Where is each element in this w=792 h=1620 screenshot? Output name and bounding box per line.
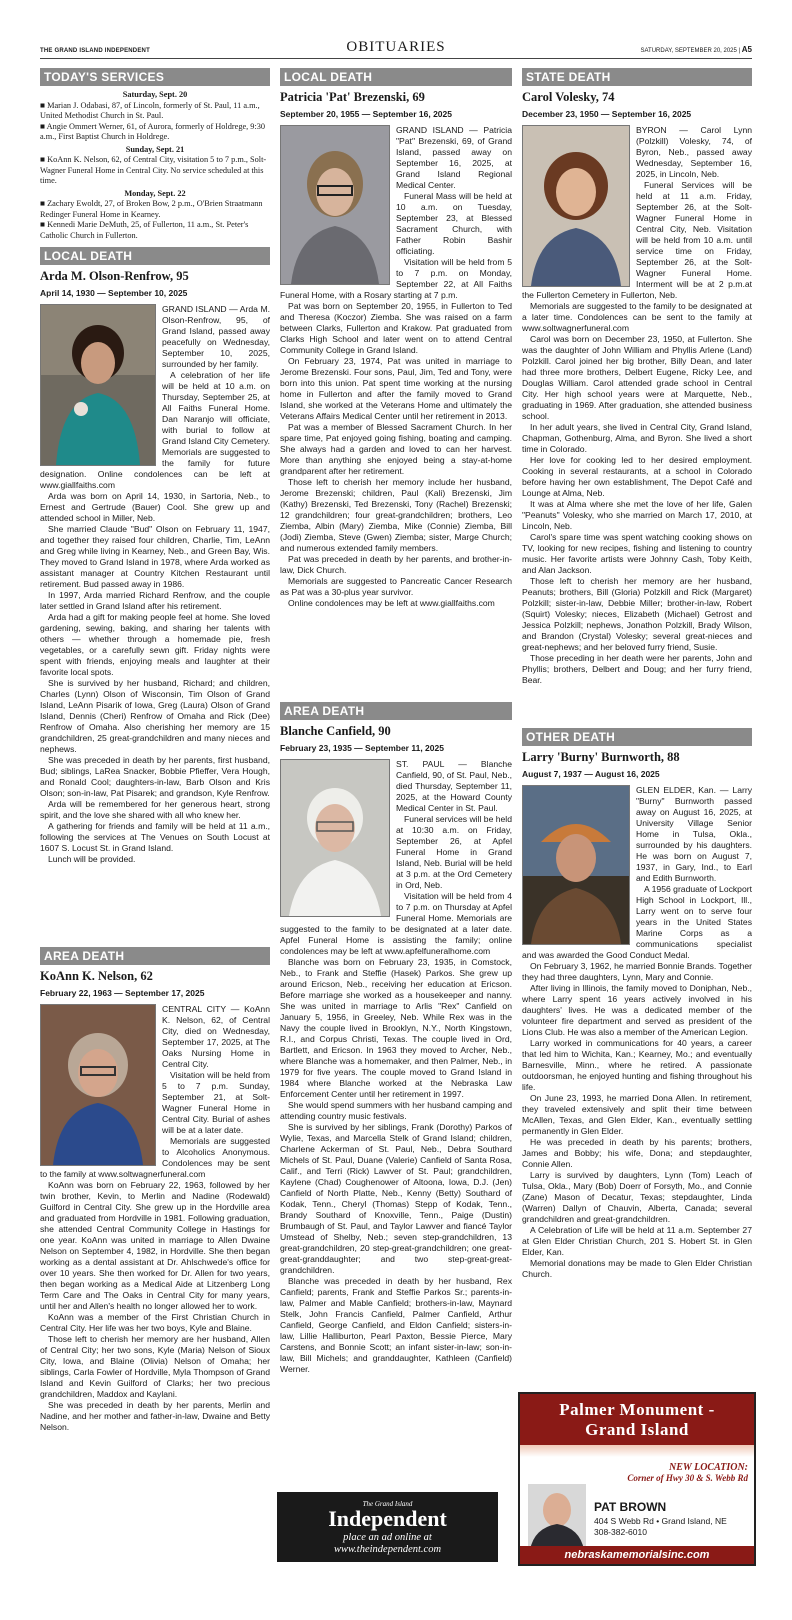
obituary-paragraph: GRAND ISLAND — Arda M. Olson-Renfrow, 95, of Grand Island, passed away peacefully on Wednesday, September 10, 2025, surrounded by her family. [162, 304, 270, 369]
obituary-paragraph: Funeral Mass will be held at 10 a.m. on Tuesday, September 23, at Blessed Sacrament Church, with Father Robin Bashir officiating. [396, 191, 512, 256]
address-line: 404 S Webb Rd • Grand Island, NE [594, 1516, 727, 1526]
obituary-body [280, 125, 512, 609]
page-number: A5 [741, 45, 752, 54]
obituary-paragraph: KoAnn was a member of the First Christian Church in Central City. Her life was her two boys, Kyle and Blaine. [40, 1312, 270, 1333]
obituary-dates: April 14, 1930 — September 10, 2025 [40, 288, 188, 298]
obituary-paragraph: After living in Illinois, the family moved to Doniphan, Neb., where Larry spent 16 years actively involved in his daughters' lives. He was a dedicated member of the volunteer fire department and served as president of the Lions Club. He was also a member of the American Legion. [522, 983, 752, 1037]
obituary-paragraph: Memorials are suggested to Pancreatic Cancer Research as Pat was a 30-plus year survivor. [280, 576, 512, 597]
section-band: LOCAL DEATH [40, 247, 270, 265]
ad-stripe [520, 1445, 754, 1457]
obituary-paragraph: She married Claude "Bud" Olson on February 11, 1947, and together they raised four children, Charlie, Tim, LeAnn and Greg while living in Kearney, Neb., and Green Bay, Wis. They moved to Grand Island in 1978, where Arda worked as assistant manager at Country Kitchen Restaurant until retirement. Bud passed away in 1986. [40, 524, 270, 589]
obituary-brezenski [280, 68, 512, 702]
ad-address [594, 1516, 727, 1538]
obituary-paragraph: Those left to cherish her memory are her husband, Peanuts; brothers, Bill (Gloria) Polzkill and Rick (Margaret) Polzkill; sister-in-law, Debbie Miller; brother-in-law, Robert (Squirt) Volesky; nieces, Elizabeth (Michael) Getrost and Jessica Polzkill; nephews, Jonathon Polzkill, Brady Wilson, and Brandon (Crystal) Volesky; several great-nieces and great-nephews; and her beloved furry friend, Susie. [522, 576, 752, 652]
obituary-paragraph: In 1997, Arda married Richard Renfrow, and the couple later settled in Grand Island after his retirement. [40, 590, 270, 611]
portrait-photo [280, 125, 390, 285]
obituary-paragraph: Memorials are suggested to Alcoholics Anonymous. Condolences may be sent to the family at www.soltwagnerfuneral.com [40, 1136, 270, 1179]
obituary-nelson [40, 947, 270, 1527]
obituary-paragraph: He was preceded in death by his parents; brothers, James and Bobby; his wife, Dona; and stepdaughter, Connie Allen. [522, 1137, 752, 1169]
obituary-dates: February 22, 1963 — September 17, 2025 [40, 988, 205, 998]
obituary-name: Carol Volesky, 74 [522, 90, 615, 104]
phone-number[interactable]: 308-382-6010 [594, 1527, 647, 1537]
portrait-photo [40, 304, 156, 466]
agent-photo [528, 1484, 586, 1550]
section-band: OTHER DEATH [522, 728, 752, 746]
ad-title-line1: Palmer Monument - [559, 1400, 715, 1419]
page-header [40, 36, 752, 59]
obituary-burnworth [522, 728, 752, 1378]
issue-date: SATURDAY, SEPTEMBER 20, 2025 [640, 48, 737, 54]
obituary-paragraph: Funeral services will be held at 10:30 a.m. on Friday, September 26, at Apfel Funeral Home in Grand Island, Neb. Burial will be held at 3 p.m. at the Ord Cemetery in Ord, Neb. [396, 814, 512, 890]
section-band: AREA DEATH [40, 947, 270, 965]
obituary-volesky [522, 68, 752, 728]
service-item: ■ Angie Ommert Werner, 61, of Aurora, formerly of Holdrege, 9:30 a.m., First Baptist Church in Holdrege. [40, 121, 266, 141]
ad-title-line2: Grand Island [585, 1420, 689, 1439]
obituary-name: Arda M. Olson-Renfrow, 95 [40, 269, 189, 283]
obituary-paragraph: It was at Alma where she met the love of her life, Galen "Peanuts" Volesky, who she married on March 17, 2010, at Lincoln, Neb. [522, 499, 752, 531]
obituary-paragraph: A Celebration of Life will be held at 11 a.m. September 27 at Glen Elder Christian Church, 201 S. Hobert St. in Glen Elder, Kan. [522, 1225, 752, 1257]
obituary-paragraph: On June 23, 1993, he married Dona Allen. In retirement, they traveled extensively and split their time between McAllen, Texas, and Glen Elder, Kan., eventually settling permanently in Glen Elder. [522, 1093, 752, 1136]
service-text: Angie Ommert Werner, 61, of Aurora, formerly of Holdrege, 9:30 a.m., First Baptist Church in Holdrege. [40, 121, 266, 141]
section-title: OBITUARIES [346, 39, 446, 55]
obituary-paragraph: Those preceding in her death were her parents, John and Phyllis; brothers, Delbert and Doug; and her furry friend, Bear. [522, 653, 752, 685]
ad-kicker: The Grand Island [362, 1500, 413, 1508]
service-item: ■ KoAnn K. Nelson, 62, of Central City, visitation 5 to 7 p.m., Solt-Wagner Funeral Home in Central City. No service scheduled at this time. [40, 155, 267, 185]
obituary-paragraph: She was preceded in death by her parents, first husband, Bud; siblings, LaRea Snacker, Bobbie Pfieffer, Vera Hough, and Ronald Cool; daughters-in-law, Barb Olson and Kris Olson; son-in-law, Pat Pisarek; and grandson, Kyle Renfrow. [40, 755, 270, 798]
obituary-paragraph: KoAnn was born on February 22, 1963, followed by her twin brother, Kevin, to Merlin and Nadine (Rodewald) Guilford in Central City. She grew up in the Hordville area and graduated from Hordville in 1981. Following graduation, she attended Central Community College in Hastings for one year. KoAnn was united in marriage to Allen Dwaine Nelson on September 4, 1982, in Hordville. She then began working as a dental assistant at Dr. Ahlschwede's office for over 10 years. She then worked for Dr. Allen for two years, then began working as a Medical Aide at Litzenberg Long Term Care and The Oaks in Central City for many years, until her and Allen's health no longer allowed her to work. [40, 1180, 270, 1311]
obituary-paragraph: Pat was born on September 20, 1955, in Fullerton to Ted and Theresa (Koczor) Ziemba. She was raised on a farm between Clarks, Fullerton and Krakow. Pat graduated from Clarks High School and later went on to attend Central Community College in Grand Island. [280, 301, 512, 355]
obituary-paragraph: Funeral Services will be held at 11 a.m. Friday, September 26, at the Solt-Wagner Funeral Home in Central City, Neb. Visitation will be held from 10 a.m. until service time on Friday, September 26, at the Solt-Wagner Funeral Home. Interment will be at 2 p.m.at the Fullerton Cemetery in Fullerton, Neb. [522, 180, 752, 300]
corner-text: Corner of Hwy 30 & S. Webb Rd [627, 1473, 748, 1483]
obituary-paragraph: Online condolences may be left at www.giallfaiths.com [288, 598, 495, 608]
portrait-photo [522, 785, 630, 945]
obituary-paragraph: Memorials are suggested to the family to be designated at a later time. Condolences can be sent to the family at www.soltwagnerfuneral.com [522, 301, 752, 333]
obituary-paragraph: GLEN ELDER, Kan. — Larry "Burny" Burnworth passed away on August 16, 2025, at University Village Senior Home in Tulsa, Okla., surrounded by his daughters. He was born on August 7, 1937, in Gary, Ind., to Earl and Edith Burnworth. [636, 785, 752, 883]
obituary-olson-renfrow [40, 247, 270, 947]
service-item: ■ Zachary Ewoldt, 27, of Broken Bow, 2 p.m., O'Brien Straatmann Redinger Funeral Home in Kearney. [40, 199, 263, 219]
ad-website[interactable]: www.theindependent.com [333, 1544, 442, 1555]
obituary-paragraph: Visitation will be held from 4 to 7 p.m. on Thursday at Apfel Funeral Home. Memorials are suggested to the family to be designated at a later date. Apfel Funeral Home is assisting the family; online condolences may be left at www.apfelfuneralhome.com [280, 891, 512, 956]
obituary-name: Blanche Canfield, 90 [280, 724, 391, 738]
services-list [40, 90, 270, 241]
obituary-paragraph: Those left to cherish her memory are her husband, Allen of Central City; her two sons, Kyle (Maria) Nelson of Sioux City, Iowa, and Blaine (Olivia) Nelson of Omaha; her siblings, Carla Fowler of Hordville, Myla Thompson of Grand Island and Kevin Guilford of Clarks; her two precious grandchildren, Maddox and Kaylani. [40, 1334, 270, 1399]
obituary-body [40, 1004, 270, 1433]
obituary-paragraph: GRAND ISLAND — Patricia "Pat" Brezenski, 69, of Grand Island, passed away on September 16, 2025, at Grand Island Regional Medical Center. [396, 125, 512, 190]
obituary-dates: February 23, 1935 — September 11, 2025 [280, 743, 444, 753]
obituary-paragraph: CENTRAL CITY — KoAnn K. Nelson, 62, of Central City, died on Wednesday, September 17, 2025, at The Oaks Nursing Home in Central City. [162, 1004, 270, 1069]
service-item: ■ Marian J. Odabasi, 87, of Lincoln, formerly of St. Paul, 11 a.m., United Methodist Church in St. Paul. [40, 100, 260, 120]
header-date: SATURDAY, SEPTEMBER 20, 2025 | A5 [640, 45, 752, 54]
obituary-paragraph: Visitation will be held from 5 to 7 p.m. on Monday, September 22, at All Faiths Funeral Home, with a Rosary starting at 7 p.m. [280, 257, 512, 300]
service-day: Monday, Sept. 22 [124, 188, 186, 198]
obituary-paragraph: Arda was born on April 14, 1930, in Sartoria, Neb., to Ernest and Gertrude (Bauer) Cool. She grew up and attended school in Miller, Neb. [40, 491, 270, 523]
services-heading: TODAY'S SERVICES [40, 68, 270, 86]
section-band: LOCAL DEATH [280, 68, 512, 86]
new-location-label: NEW LOCATION: [669, 1462, 748, 1473]
obituary-paragraph: Those left to cherish her memory include her husband, Jerome Brezenski; children, Paul (Kali) Brezenski, Jim (Kathy) Brezenski, Ted Brezenski, Tony (Rachel) Brezenski; 12 grandchildren; four great-grandchildren; brothers, Leo Ziemba, Albin (Mary) Ziemba, Mike (Connie) Ziemba, Bill (Jodi) Ziemba, Steve (Gwen) Ziemba; sister, Marge Church; and numerous extended family members. [280, 477, 512, 553]
obituary-paragraph: ST. PAUL — Blanche Canfield, 90, of St. Paul, Neb., died Thursday, September 11, 2025, at the Howard County Medical Center in St. Paul. [396, 759, 512, 813]
obituary-dates: August 7, 1937 — August 16, 2025 [522, 769, 660, 779]
obituary-paragraph: Pat was a member of Blessed Sacrament Church. In her spare time, Pat enjoyed going fishing, boating and camping. She always had a garden and loved to can her harvest. More than anything she enjoyed being a stay-at-home grandparent after her retirement. [280, 422, 512, 476]
obituary-name: Larry 'Burny' Burnworth, 88 [522, 750, 680, 764]
obituary-paragraph: Blanche was born on February 23, 1935, in Comstock, Neb., to Frank and Steffie (Hasek) Parkos. She grew up around Ericson, Neb., receiving her education at Ericson. Before marriage she worked as a housekeeper and nanny. She was united in marriage to Arlis "Rex" Canfield on January 5, 1956, in Greeley, Neb. While Rex was in the Navy the couple lived in Brooklyn, N.Y., North Kingstown, R.I., and Corpus Christi, Texas. The couple lived in Ord, Bartlett, and Ericson. In 1963 they moved to Archer, Neb., where Blanche was a homemaker, and then Palmer, Neb., in 1979 for five years. The couple moved to Grand Island in 1984 where Blanche worked at the Nebraska Law Enforcement Center until her retirement in 1997. [280, 957, 512, 1099]
obituary-paragraph: A celebration of her life will be held at 10 a.m. on Thursday, September 25, at All Faiths Funeral Home. Dan Naranjo will officiate, with burial to follow at Grand Island City Cemetery. Memorials are suggested to the family for future designation. Online condolences can be left at www.giallfaiths.com [40, 370, 270, 490]
obituary-paragraph: In her adult years, she lived in Central City, Grand Island, Chapman, Gothenburg, Alma, and Byron. She lived a short time in Colorado. [522, 422, 752, 454]
obituary-canfield [280, 702, 512, 1482]
obituary-paragraph: Larry worked in communications for 40 years, a career that led him to Wichita, Kan.; Kearney, Mo.; and eventually Barnesville, Minn., where he retired. A passionate outdoorsman, he enjoyed hunting and fishing throughout his life. [522, 1038, 752, 1092]
obituary-paragraph: BYRON — Carol Lynn (Polzkill) Volesky, 74, of Byron, Neb., passed away Wednesday, September 16, 2025, in Lincoln, Neb. [636, 125, 752, 179]
column-3 [522, 68, 752, 1378]
agent-name: PAT BROWN [594, 1500, 667, 1514]
obituary-paragraph: Carol was born on December 23, 1950, at Fullerton. She was the daughter of John William and Phyllis Arlene (Land) Polzkill. Carol joined her big brother, Billy Dean, and later had three more brothers, Delbert Eugene, Ricky Lee, and Douglas William. Carol attended grade school in Central City. Her high school years were at Marquette, Neb., graduating in 1969. After graduation, she attended business school. [522, 334, 752, 421]
palmer-monument-ad[interactable] [518, 1392, 756, 1566]
obituary-paragraph: Larry is survived by daughters, Lynn (Tom) Leach of Tulsa, Okla., Mary (Bob) Doerr of Forsyth, Mo., and Connie (Zane) Mason of Decatur, Texas; stepdaughter, Linda (Warren) Dallyn of Chauvin, Alberta, Canada; several grandchildren and great-grandchildren. [522, 1170, 752, 1224]
obituary-paragraph: On February 23, 1974, Pat was united in marriage to Jerome Brezenski. Four sons, Paul, Jim, Ted and Tony, were born into this union. Pat spent time working at the nursing home in Fullerton and after the family moved to Grand Island, she worked at the Veterans Home and ultimately the Veterans Affairs Medical Center until her retirement in 2013. [280, 356, 512, 421]
obituary-dates: December 23, 1950 — September 16, 2025 [522, 109, 692, 119]
service-day: Sunday, Sept. 21 [125, 144, 185, 154]
obituary-paragraph: She is survived by her husband, Richard; and children, Charles (Lynn) Olson of Wisconsin, Tim Olson of Grand Island, LeAnn Pisarik of Iowa, Greg (Laura) Olson of Grand Island, Dennis (Cheri) Renfrow of Omaha and Rick (Dee) Renfrow of Omaha. Also cherishing her memory are 15 grandchildren, 25 great-grandchildren and many nieces and nephews. [40, 678, 270, 754]
obituary-paragraph: Lunch will be provided. [48, 854, 136, 864]
obituary-paragraph: Arda had a gift for making people feel at home. She loved gardening, sewing, baking, and sharing her talents with others — whether through a homemade pie, fresh vegetables, or a carefully sewn gift. Friday nights were spent with friends, enjoying meals and laughter at their favorite local spots. [40, 612, 270, 677]
obituary-paragraph: She was preceded in death by her parents, Merlin and Nadine, and her mother and father-in-law, Dwaine and Betty Nelson. [40, 1400, 270, 1432]
obituary-paragraph: She is survived by her siblings, Frank (Dorothy) Parkos of Wylie, Texas, and Marcella Stelk of Grand Island; children, Charlene Ackerman of St. Paul, Neb., Debra Southard Michels of St. Paul, Duane (Valerie) Canfield of Santa Rosa, Calif., and Terri (Rick) Lawver of St. Paul; grandchildren, Kaylene (Chad) Coughenower of Altoona, Iowa, D.J. (Jen) Canfield of North Platte, Neb., Kenny (Betty) Southard of Kodak, Tenn., Cheryl (Thomas) Stepp of Kodak, Tenn., Brandy Southard of Knoxville, Tenn., Paige (Dustin) Brumbaugh of St. Paul, and Taylor Lawver and fiancé Taylor Umstead of Shelby, Neb.; seven step-grandchildren, 13 great-grandchildren, 20 step-great-grandchildren; one great-great-granddaughter; and two step-great-great-grandchildren. [280, 1122, 512, 1275]
obituary-name: KoAnn K. Nelson, 62 [40, 969, 153, 983]
obituary-paragraph: She would spend summers with her husband camping and attending country music festivals. [280, 1100, 512, 1121]
ad-line: place an ad online at [343, 1532, 432, 1543]
obituary-paragraph: A 1956 graduate of Lockport High School in Lockport, Ill., Larry went on to serve four years in the United States Marine Corps as a communications specialist and was awarded the Good Conduct Medal. [522, 884, 752, 960]
obituary-paragraph: Arda will be remembered for her generous heart, strong spirit, and the love she shared with all who knew her. [40, 799, 270, 820]
independent-ad[interactable] [277, 1492, 498, 1562]
portrait-photo [280, 759, 390, 917]
section-band: STATE DEATH [522, 68, 752, 86]
service-day: Saturday, Sept. 20 [122, 90, 188, 99]
obituary-paragraph: Visitation will be held from 5 to 7 p.m. Sunday, September 21, at Solt-Wagner Funeral Home in Central City. Burial of ashes will be at a later date. [162, 1070, 270, 1135]
obituary-body [522, 785, 752, 1280]
service-text: Zachary Ewoldt, 27, of Broken Bow, 2 p.m., O'Brien Straatmann Redinger Funeral Home in Kearney. [40, 199, 263, 219]
service-text: KoAnn K. Nelson, 62, of Central City, visitation 5 to 7 p.m., Solt-Wagner Funeral Home in Central City. No service scheduled at this time. [40, 155, 267, 185]
obituary-paragraph: Carol's spare time was spent watching cooking shows on TV, looking for new recipes, fishing and listening to country music. Her favorite artists were Johnny Cash, Toby Keith, and Alan Jackson. [522, 532, 752, 575]
ad-location [627, 1462, 748, 1483]
ad-title [520, 1394, 754, 1445]
column-2 [280, 68, 512, 1482]
obituary-paragraph: Pat was preceded in death by her parents, and brother-in-law, Dick Church. [280, 554, 512, 575]
obituary-paragraph: Blanche was preceded in death by her husband, Rex Canfield; parents, Frank and Steffie Parkos Sr.; parents-in-law, Palmer and Mable Canfield; brothers-in-law, Maynard Stelk, John Francis Canfield, Palmer Canfield, Arthur Canfield, George Canfield, and Eldon Canfield; sisters-in-law, Lillie Halliburton, Pearl Paxton, Bessie Pierce, Mary Carstens, and Bonnie Scott; an infant sister-in-law; son-in-law, Bill Michels; and granddaughter, Kathleen (Canfield) Werner. [280, 1276, 512, 1374]
obituary-paragraph: Her love for cooking led to her desired employment. Cooking in several restaurants, at a school in Colorado before having her own establishment, The Depot Café and Lounge at Alma, Neb. [522, 455, 752, 498]
obituary-dates: September 20, 1955 — September 16, 2025 [280, 109, 452, 119]
obituary-body [280, 759, 512, 1375]
obituary-body [522, 125, 752, 686]
service-text: Marian J. Odabasi, 87, of Lincoln, formerly of St. Paul, 11 a.m., United Methodist Church in St. Paul. [40, 100, 260, 120]
portrait-photo [40, 1004, 156, 1166]
publication-name: THE GRAND ISLAND INDEPENDENT [40, 48, 150, 54]
ad-website[interactable]: nebraskamemorialsinc.com [520, 1546, 754, 1564]
section-band: AREA DEATH [280, 702, 512, 720]
ad-brand: Independent [328, 1506, 447, 1531]
column-1 [40, 68, 270, 1527]
obituary-name: Patricia 'Pat' Brezenski, 69 [280, 90, 425, 104]
obituary-paragraph: A gathering for friends and family will be held at 11 a.m., following the services at The Venues on South Locust at 1607 S. Locust St. in Grand Island. [40, 821, 270, 853]
obituary-paragraph: On February 3, 1962, he married Bonnie Brands. Together they had three daughters, Lynn, Mary and Connie. [522, 961, 752, 982]
service-text: Kennedi Marie DeMuth, 25, of Fullerton, 11 a.m., St. Peter's Catholic Church in Fullerton. [40, 220, 249, 240]
obituary-paragraph: Memorial donations may be made to Glen Elder Christian Church. [522, 1258, 752, 1279]
service-item: ■ Kennedi Marie DeMuth, 25, of Fullerton, 11 a.m., St. Peter's Catholic Church in Fullerton. [40, 220, 249, 240]
portrait-photo [522, 125, 630, 287]
obituary-body [40, 304, 270, 865]
